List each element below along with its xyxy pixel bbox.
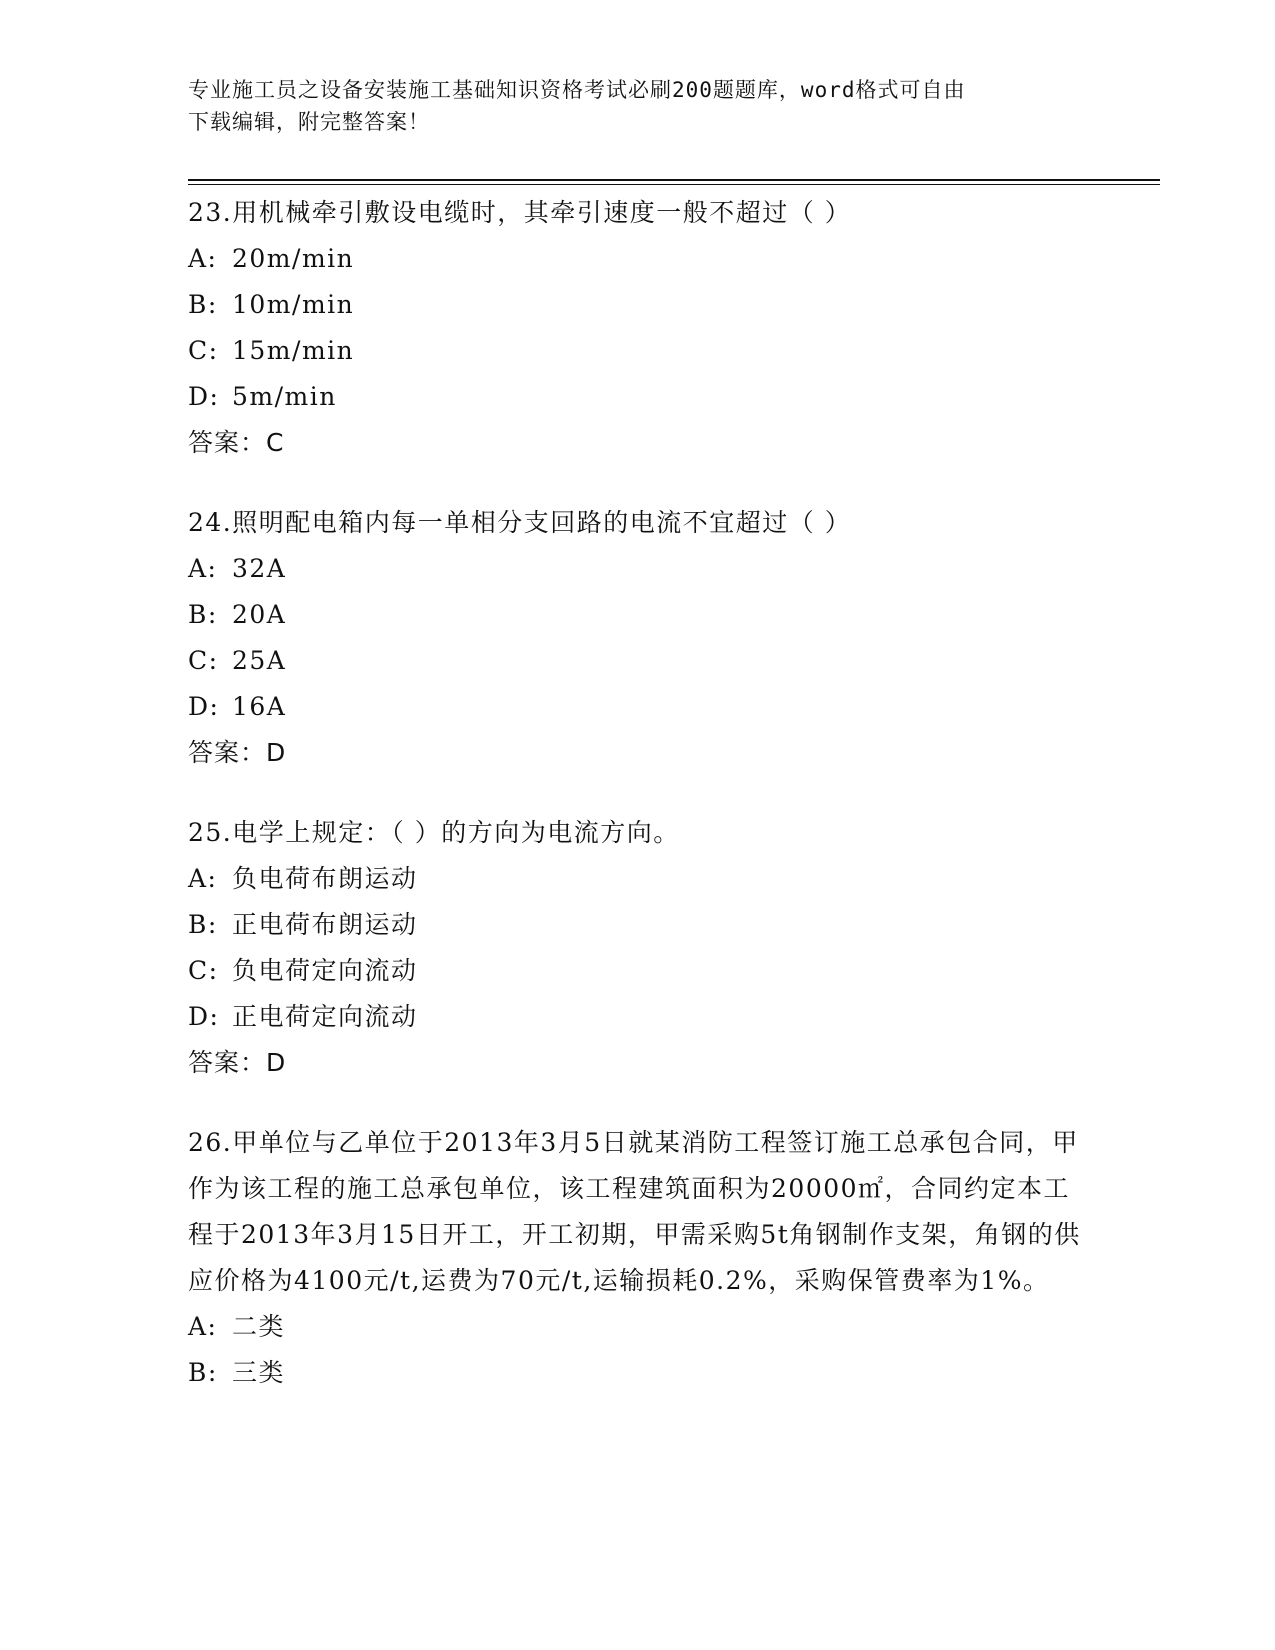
option-b bbox=[188, 282, 1088, 328]
option-d bbox=[188, 374, 1088, 420]
option-letter: B: bbox=[188, 910, 218, 939]
option-a bbox=[188, 856, 1088, 902]
option-a bbox=[188, 1304, 1088, 1350]
question-25 bbox=[188, 810, 1088, 1086]
option-letter: A: bbox=[188, 554, 218, 583]
option-letter: C: bbox=[188, 956, 219, 985]
option-letter: A: bbox=[188, 244, 218, 273]
option-c bbox=[188, 638, 1088, 684]
document-header bbox=[188, 74, 1088, 138]
question-26 bbox=[188, 1120, 1088, 1396]
option-letter: D: bbox=[188, 382, 220, 411]
option-c bbox=[188, 328, 1088, 374]
question-stem: 26.甲单位与乙单位于2013年3月5日就某消防工程签订施工总承包合同，甲作为该工程的施工总承包单位，该工程建筑面积为20000㎡，合同约定本工程于2013年3月15日开工，开工初期，甲需采购5t角钢制作支架，角钢的供应价格为4100元/t,运费为70元/t,运输损耗0.2%，采购保管费率为1%。 bbox=[188, 1128, 1081, 1295]
question-stem: 23.用机械牵引敷设电缆时，其牵引速度一般不超过（ ） bbox=[188, 198, 852, 227]
option-b bbox=[188, 1350, 1088, 1396]
header-divider-thin bbox=[188, 184, 1160, 185]
answer-label: 答案：D bbox=[188, 1048, 287, 1077]
option-d bbox=[188, 994, 1088, 1040]
question-23 bbox=[188, 190, 1088, 466]
option-text: 正电荷定向流动 bbox=[232, 1002, 418, 1031]
header-divider-thick bbox=[188, 179, 1160, 181]
option-text: 16A bbox=[232, 692, 287, 721]
option-text: 负电荷定向流动 bbox=[232, 956, 418, 985]
option-letter: D: bbox=[188, 1002, 220, 1031]
answer-label: 答案：C bbox=[188, 428, 285, 457]
question-stem: 25.电学上规定：（ ）的方向为电流方向。 bbox=[188, 818, 680, 847]
option-text: 正电荷布朗运动 bbox=[232, 910, 418, 939]
option-text: 10m/min bbox=[232, 290, 355, 319]
option-letter: B: bbox=[188, 600, 218, 629]
option-letter: A: bbox=[188, 864, 218, 893]
option-text: 三类 bbox=[232, 1358, 286, 1387]
option-c bbox=[188, 948, 1088, 994]
option-text: 20m/min bbox=[232, 244, 355, 273]
option-d bbox=[188, 684, 1088, 730]
option-a bbox=[188, 236, 1088, 282]
header-line-1: 专业施工员之设备安装施工基础知识资格考试必刷200题题库，word格式可自由 bbox=[188, 78, 966, 102]
option-letter: A: bbox=[188, 1312, 218, 1341]
header-line-2: 下载编辑，附完整答案！ bbox=[188, 110, 430, 134]
option-text: 15m/min bbox=[232, 336, 355, 365]
option-text: 负电荷布朗运动 bbox=[232, 864, 418, 893]
option-letter: C: bbox=[188, 646, 219, 675]
option-letter: D: bbox=[188, 692, 220, 721]
question-list bbox=[188, 190, 1088, 1430]
option-text: 32A bbox=[232, 554, 287, 583]
option-text: 二类 bbox=[232, 1312, 286, 1341]
option-a bbox=[188, 546, 1088, 592]
option-letter: C: bbox=[188, 336, 219, 365]
option-text: 25A bbox=[232, 646, 287, 675]
option-letter: B: bbox=[188, 290, 218, 319]
option-letter: B: bbox=[188, 1358, 218, 1387]
option-b bbox=[188, 592, 1088, 638]
option-text: 20A bbox=[232, 600, 287, 629]
answer-label: 答案：D bbox=[188, 738, 287, 767]
question-stem: 24.照明配电箱内每一单相分支回路的电流不宜超过（ ） bbox=[188, 508, 852, 537]
option-text: 5m/min bbox=[232, 382, 337, 411]
option-b bbox=[188, 902, 1088, 948]
question-24 bbox=[188, 500, 1088, 776]
